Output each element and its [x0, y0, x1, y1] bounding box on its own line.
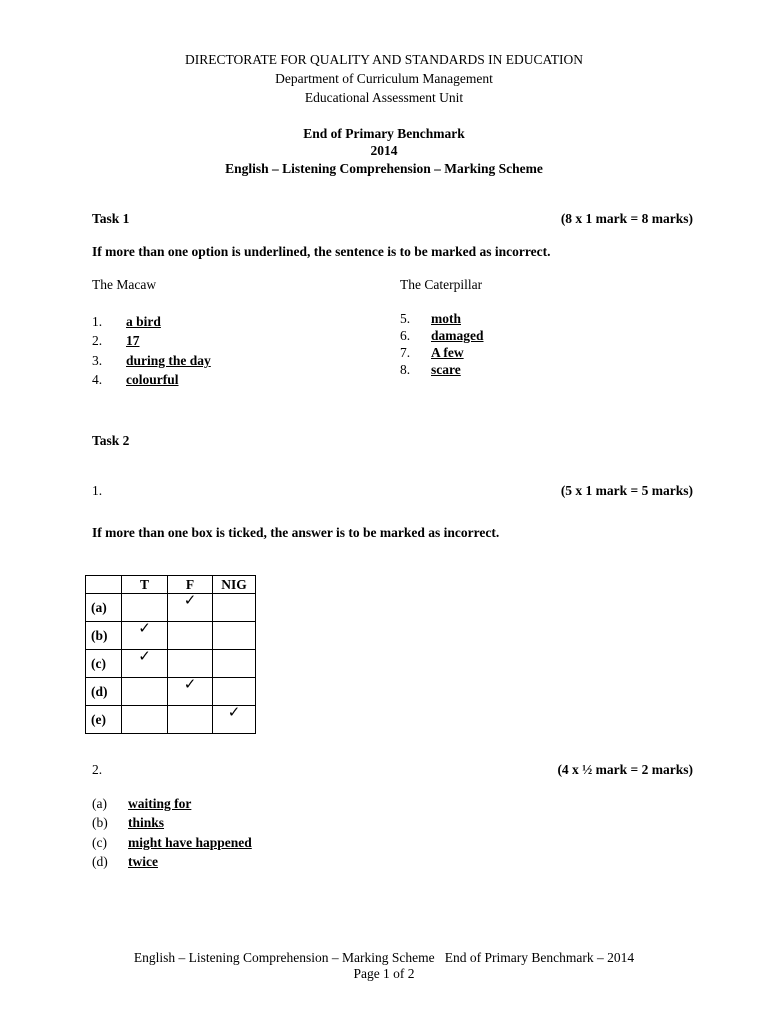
- task2-q1-marks: (5 x 1 mark = 5 marks): [560, 483, 693, 498]
- header-department: Department of Curriculum Management: [275, 71, 493, 86]
- q2-item-c: [92, 835, 252, 851]
- item-number: 5.: [400, 311, 411, 326]
- macaw-heading: The Macaw: [92, 277, 157, 292]
- checkmark-icon: ✓: [183, 677, 197, 693]
- item-label: (d): [92, 854, 108, 869]
- page-number: Page 1 of 2: [353, 966, 415, 981]
- grid-cell-f: [168, 706, 213, 734]
- task2-q1-instruction: If more than one box is ticked, the answer is to be marked as incorrect.: [92, 525, 500, 540]
- grid-cell-t: [122, 594, 168, 622]
- item-answer: A few: [431, 345, 464, 360]
- item-number: 7.: [400, 345, 411, 360]
- item-label: (c): [92, 835, 107, 850]
- answer-item-4: [92, 372, 179, 388]
- task1-marks: (8 x 1 mark = 8 marks): [560, 211, 693, 226]
- item-number: 3.: [92, 353, 103, 368]
- item-answer: a bird: [126, 314, 161, 329]
- item-answer: thinks: [128, 815, 165, 830]
- item-answer: during the day: [126, 353, 211, 368]
- grid-row: [86, 650, 256, 678]
- grid-header-false: F: [168, 576, 213, 594]
- doc-title-subject: English – Listening Comprehension – Marking Scheme: [225, 161, 543, 176]
- header-directorate: DIRECTORATE FOR QUALITY AND STANDARDS IN EDUCATION: [185, 52, 583, 67]
- doc-title-year: 2014: [370, 143, 398, 158]
- grid-header-row: [86, 576, 256, 594]
- grid-cell-nig: [213, 706, 256, 734]
- item-number: 4.: [92, 372, 103, 387]
- grid-row: [86, 622, 256, 650]
- grid-cell-nig: [213, 622, 256, 650]
- grid-row: [86, 706, 256, 734]
- task1-instruction: If more than one option is underlined, the sentence is to be marked as incorrect.: [92, 244, 551, 259]
- answer-item-7: [400, 345, 464, 361]
- answer-grid: [85, 575, 256, 734]
- checkmark-icon: ✓: [183, 593, 197, 609]
- grid-cell-t: [122, 650, 168, 678]
- item-answer: 17: [126, 333, 140, 348]
- item-answer: twice: [128, 854, 158, 869]
- answer-item-6: [400, 328, 484, 344]
- grid-row-label: (b): [86, 622, 122, 650]
- item-answer: waiting for: [128, 796, 192, 811]
- answer-item-3: [92, 353, 211, 369]
- grid-cell-t: [122, 678, 168, 706]
- grid-cell-f: [168, 678, 213, 706]
- grid-header-blank: [86, 576, 122, 594]
- answer-item-8: [400, 362, 461, 378]
- item-answer: might have happened: [128, 835, 252, 850]
- task2-title: Task 2: [92, 433, 130, 448]
- grid-cell-nig: [213, 650, 256, 678]
- item-number: 8.: [400, 362, 411, 377]
- grid-header-true: T: [122, 576, 168, 594]
- grid-row-label: (d): [86, 678, 122, 706]
- grid-row-label: (c): [86, 650, 122, 678]
- item-number: 1.: [92, 314, 103, 329]
- grid-cell-t: [122, 622, 168, 650]
- footer-text: English – Listening Comprehension – Marking Scheme End of Primary Benchmark – 2014: [133, 950, 635, 965]
- q2-item-a: [92, 796, 191, 812]
- header-unit: Educational Assessment Unit: [304, 90, 464, 105]
- item-answer: moth: [431, 311, 461, 326]
- task2-q2-number: 2.: [92, 762, 103, 777]
- answer-item-2: [92, 333, 140, 349]
- doc-title-benchmark: End of Primary Benchmark: [303, 126, 465, 141]
- item-number: 6.: [400, 328, 411, 343]
- item-answer: scare: [431, 362, 461, 377]
- task2-q1-number: 1.: [92, 483, 103, 498]
- item-answer: colourful: [126, 372, 179, 387]
- grid-cell-nig: [213, 678, 256, 706]
- checkmark-icon: ✓: [227, 705, 241, 721]
- caterpillar-heading: The Caterpillar: [400, 277, 483, 292]
- grid-cell-f: [168, 594, 213, 622]
- grid-row-label: (a): [86, 594, 122, 622]
- grid-cell-f: [168, 622, 213, 650]
- item-answer: damaged: [431, 328, 484, 343]
- grid-row: [86, 594, 256, 622]
- checkmark-icon: ✓: [138, 649, 151, 665]
- grid-header-nig: NIG: [213, 576, 256, 594]
- answer-item-5: [400, 311, 461, 327]
- checkmark-icon: ✓: [138, 621, 151, 637]
- grid-cell-nig: [213, 594, 256, 622]
- grid-row-label: (e): [86, 706, 122, 734]
- answer-item-1: [92, 314, 161, 330]
- grid-cell-f: [168, 650, 213, 678]
- q2-item-d: [92, 854, 158, 870]
- item-label: (a): [92, 796, 107, 811]
- item-number: 2.: [92, 333, 103, 348]
- grid-cell-t: [122, 706, 168, 734]
- item-label: (b): [92, 815, 108, 830]
- grid-row: [86, 678, 256, 706]
- q2-item-b: [92, 815, 164, 831]
- task1-title: Task 1: [92, 211, 130, 226]
- task2-q2-marks: (4 x ½ mark = 2 marks): [557, 762, 693, 777]
